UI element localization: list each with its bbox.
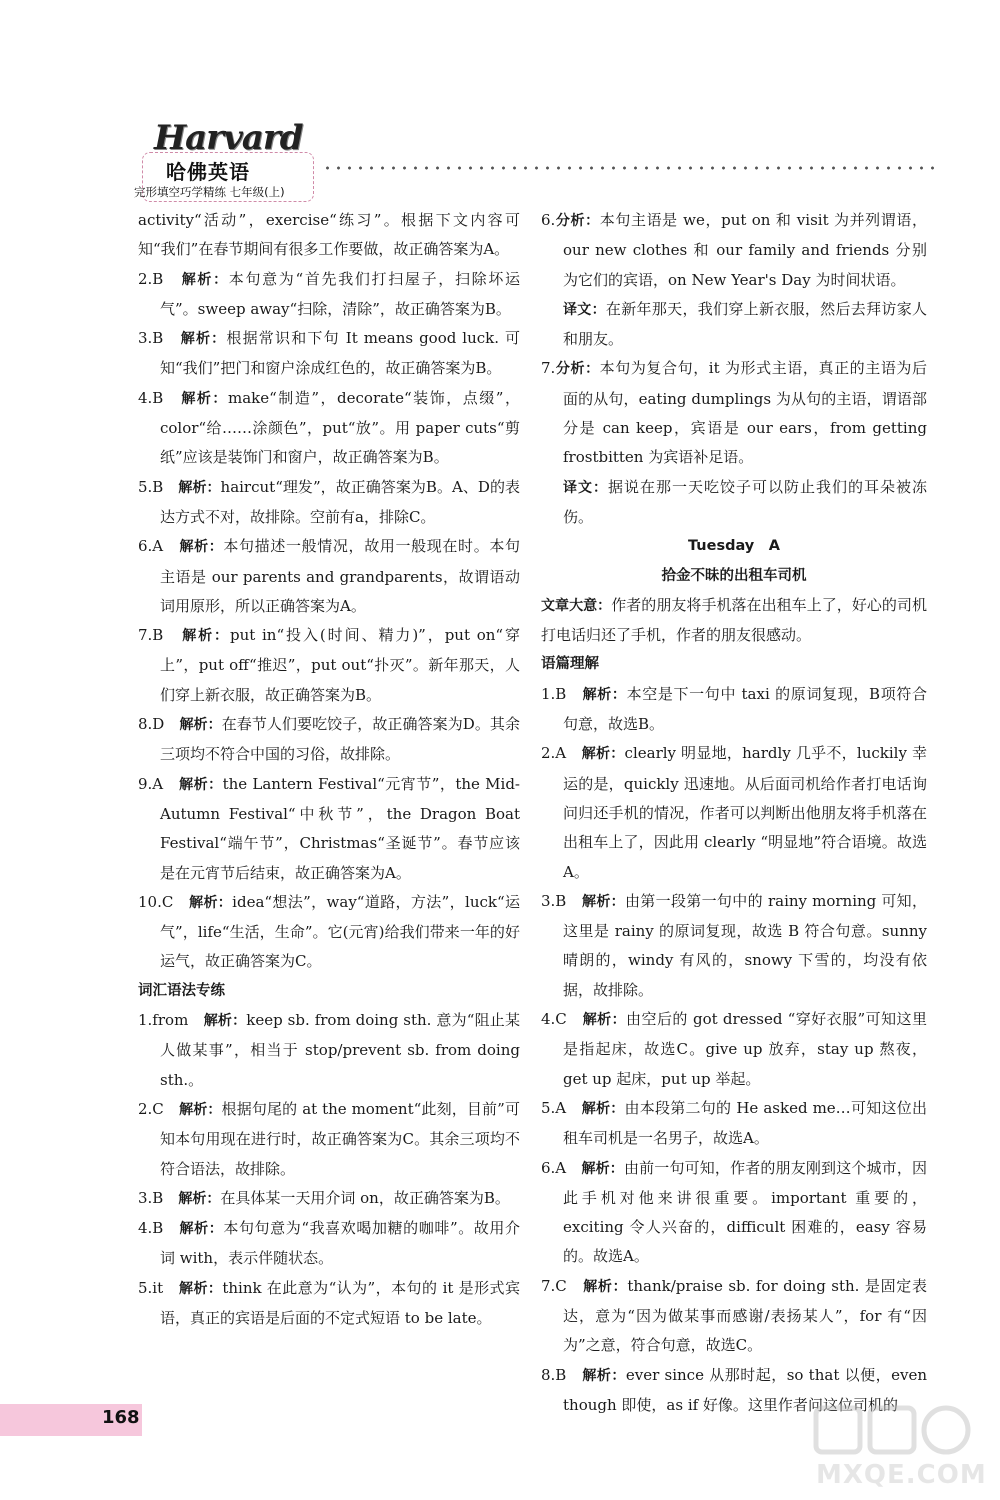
item-number: 8.D <box>138 715 165 734</box>
item-text: Tuesday A <box>688 538 780 555</box>
item-number: 1.B <box>541 684 567 703</box>
answer-item <box>138 473 520 533</box>
book-subtitle: 完形填空巧学精练 七年级(上) <box>134 185 285 199</box>
item-label: 解析： <box>581 1160 624 1177</box>
item-label: 解析： <box>582 686 627 703</box>
item-number: 7. <box>541 359 556 378</box>
answer-item <box>541 591 927 651</box>
answer-item <box>138 770 520 888</box>
item-number: 2.A <box>541 744 567 763</box>
item-label: 解析： <box>189 894 233 911</box>
item-text: haircut“理发”，故正确答案为B。A、D的表达方式不对，故排除。空前有a，排除C。 <box>160 477 520 526</box>
item-label: 解析： <box>179 717 222 734</box>
item-label: 解析： <box>582 893 625 910</box>
item-text: idea“想法”，way“道路，方法”，luck“运气”，life“生活，生命”。它(元宵)给我们带来一年的好运气，故正确答案为C。 <box>160 892 520 971</box>
item-text: 据说在那一天吃饺子可以防止我们的耳朵被冻伤。 <box>563 477 927 526</box>
answer-item <box>541 206 927 295</box>
item-number: 4.B <box>138 1219 164 1238</box>
item-text: 由空后的 got dressed “穿好衣服”可知这里是指起床，故选C。give up 放弃，stay up 熬夜，get up 起床，put up 举起。 <box>563 1010 928 1088</box>
item-text: 根据常识和下句 It means good luck. 可知“我们”把门和窗户涂成红色的，故正确答案为B。 <box>160 329 520 378</box>
item-text: think 在此意为“认为”，本句的 it 是形式宾语，真正的宾语是后面的不定式短语 to be late。 <box>160 1278 520 1327</box>
item-text: 在具体某一天用介词 on，故正确答案为B。 <box>220 1188 510 1207</box>
item-text: ever since 从那时起，so that 以便，even though 即使，as if 好像。这里作者问这位司机的 <box>563 1365 927 1414</box>
item-text: 在春节人们要吃饺子，故正确答案为D。其余三项均不符合中国的习俗，故排除。 <box>160 715 520 764</box>
section-heading <box>541 650 927 679</box>
item-text: 拾金不昧的出租车司机 <box>661 567 807 584</box>
item-label: 解析： <box>178 1190 221 1207</box>
item-text: put in“投入(时间、精力)”，put on“穿上”，put off“推迟”，put out“扑灭”。新年那天，人们穿上新衣服，故正确答案为B。 <box>160 626 520 704</box>
item-text: 根据句尾的 at the moment“此刻，目前”可知本句用现在进行时，故正确答案为C。其余三项均不符合语法，故排除。 <box>160 1099 520 1178</box>
item-text: 本空是下一句中 taxi 的原词复现，B项符合句意，故选B。 <box>563 684 927 734</box>
item-number: 9.A <box>138 774 164 793</box>
item-label: 解析： <box>203 1013 247 1030</box>
item-text: 作者的朋友将手机落在出租车上了，好心的司机打电话归还了手机，作者的朋友很感动。 <box>541 595 927 645</box>
answer-item <box>138 888 520 977</box>
item-label: 解析： <box>181 271 229 288</box>
watermark-text: MXQE.COM <box>816 1460 987 1490</box>
section-heading <box>541 532 927 561</box>
answer-item <box>138 710 520 770</box>
item-number: 5.A <box>541 1098 567 1117</box>
item-number: 3.B <box>138 329 164 348</box>
item-number: 2.B <box>138 269 164 288</box>
item-text: thank/praise sb. for doing sth. 是固定表达，意为“因为做某事而感谢/表扬某人”，for 有“因为”之意，符合句意，故选C。 <box>563 1276 928 1355</box>
answer-item <box>541 887 927 1005</box>
item-number: 6. <box>541 211 556 229</box>
item-number: 8.B <box>541 1365 567 1384</box>
answer-item <box>541 1154 927 1272</box>
item-label: 解析： <box>178 479 221 496</box>
answer-item <box>138 384 520 473</box>
watermark-logo <box>812 1402 987 1494</box>
item-number: 7.C <box>541 1276 567 1295</box>
item-text: 本句主语是 we，put on 和 visit 为并列谓语，our new clothes 和 our family and friends 分别为它们的宾语，on New Year's Day 为时间状语。 <box>563 211 928 289</box>
item-text: 语篇理解 <box>541 656 599 673</box>
item-label: 解析： <box>179 539 224 556</box>
harvard-logo <box>134 118 316 204</box>
item-number: 7.B <box>138 626 164 645</box>
item-label: 解析： <box>182 628 230 645</box>
item-label: 解析： <box>581 1100 625 1117</box>
item-number: 1.from <box>138 1011 189 1030</box>
item-number: 3.B <box>541 891 567 910</box>
answer-item <box>138 1274 520 1334</box>
page-number: 168 <box>102 1407 140 1428</box>
item-text: 本句为复合句，it 为形式主语，真正的主语为后面的从句，eating dumplings 为从句的主语，谓语部分是 can keep，宾语是 our ears，from getting frostbitten 为宾语补足语。 <box>563 359 927 467</box>
answer-item <box>138 1006 520 1095</box>
item-text: 本句描述一般情况，故用一般现在时。本句主语是 our parents and grandparents，故谓语动词用原形，所以正确答案为A。 <box>160 537 520 615</box>
section-heading <box>138 977 520 1006</box>
item-label: 解析： <box>582 1367 626 1384</box>
item-number: 2.C <box>138 1099 164 1118</box>
answer-item <box>138 621 520 710</box>
item-number: 3.B <box>138 1188 164 1207</box>
left-column <box>138 206 520 1333</box>
item-label: 解析： <box>581 746 625 763</box>
item-number: 5.it <box>138 1278 164 1297</box>
answer-item <box>541 739 927 886</box>
item-text: 本句意为“首先我们打扫屋子，扫除坏运气”。sweep away“扫除，清除”，故正确答案为B。 <box>160 269 521 318</box>
item-number: 5.B <box>138 477 164 496</box>
answer-item <box>541 354 927 472</box>
item-number: 6.A <box>138 537 164 556</box>
right-column <box>541 206 927 1420</box>
item-number: 10.C <box>138 892 174 911</box>
answer-item <box>541 1094 927 1154</box>
answer-item <box>138 532 520 621</box>
answer-item <box>138 265 520 325</box>
header-dotted-rule <box>322 166 942 170</box>
item-label: 解析： <box>179 1221 224 1238</box>
item-text: keep sb. from doing sth. 意为“阻止某人做某事”，相当于 stop/prevent sb. from doing sth.。 <box>160 1011 520 1089</box>
answer-item <box>138 324 520 384</box>
item-text: make“制造”，decorate“装饰，点缀”，color“给……涂颜色”，put“放”。用 paper cuts“剪纸”应该是装饰门和窗户，故正确答案为B。 <box>160 388 520 467</box>
item-label: 解析： <box>582 1012 627 1029</box>
answer-item <box>541 1272 927 1361</box>
item-number: 6.A <box>541 1158 567 1177</box>
item-label: 解析： <box>180 331 227 348</box>
item-label: 译文： <box>563 479 608 496</box>
section-heading <box>541 562 927 591</box>
item-label: 分析： <box>555 213 600 229</box>
item-label: 解析： <box>179 776 223 793</box>
answer-item <box>541 295 927 355</box>
item-text: 由前一句可知，作者的朋友刚到这个城市，因此手机对他来讲很重要。important 重要的，exciting 令人兴奋的，difficult 困难的，easy 容易的。故选A。 <box>563 1158 927 1266</box>
answer-item <box>138 1095 520 1184</box>
item-label: 解析： <box>179 1280 223 1297</box>
answer-item <box>541 473 927 533</box>
item-label: 文章大意： <box>541 597 612 614</box>
answer-item <box>541 1005 927 1094</box>
item-text: 由本段第二句的 He asked me…可知这位出租车司机是一名男子，故选A。 <box>563 1098 927 1148</box>
item-text: activity“活动”，exercise“练习”。根据下文内容可知“我们”在春节期间有很多工作要做，故正确答案为A。 <box>138 211 520 259</box>
item-label: 解析： <box>179 1101 222 1118</box>
item-text: clearly 明显地，hardly 几乎不，luckily 幸运的是，quickly 迅速地。从后面司机给作者打电话询问归还手机的情况，作者可以判断出他朋友将手机落在出租车上了，因此用 clearly “明显地”符合语境。故选A。 <box>563 744 927 881</box>
item-text: the Lantern Festival“元宵节”，the Mid-Autumn Festival“中秋节”，the Dragon Boat Festival“端午节”，Christmas“圣诞节”。春节应该是在元宵节后结束，故正确答案为A。 <box>160 774 520 882</box>
logo-chinese-title: 哈佛英语 <box>166 160 250 184</box>
item-text: 在新年那天，我们穿上新衣服，然后去拜访家人和朋友。 <box>563 299 927 349</box>
answer-item <box>138 206 520 265</box>
answer-item <box>541 680 927 740</box>
item-number: 4.B <box>138 388 164 407</box>
item-text: 由第一段第一句中的 rainy morning 可知，这里是 rainy 的原词复现，故选 B 符合句意。sunny晴朗的，windy 有风的，snowy 下雪的，均没有依据，故排除。 <box>563 891 928 999</box>
logo-title: Harvard <box>154 118 303 158</box>
answer-item <box>138 1184 520 1214</box>
item-text: 词汇语法专练 <box>138 982 225 999</box>
item-text: 本句句意为“我喜欢喝加糖的咖啡”。故用介词 with，表示伴随状态。 <box>160 1219 521 1268</box>
item-label: 分析： <box>555 361 600 378</box>
answer-item <box>138 1214 520 1274</box>
item-label: 译文： <box>563 301 606 318</box>
item-label: 解析： <box>181 390 228 407</box>
watermark-icon <box>812 1402 972 1462</box>
item-number: 4.C <box>541 1010 567 1029</box>
item-label: 解析： <box>583 1278 628 1295</box>
